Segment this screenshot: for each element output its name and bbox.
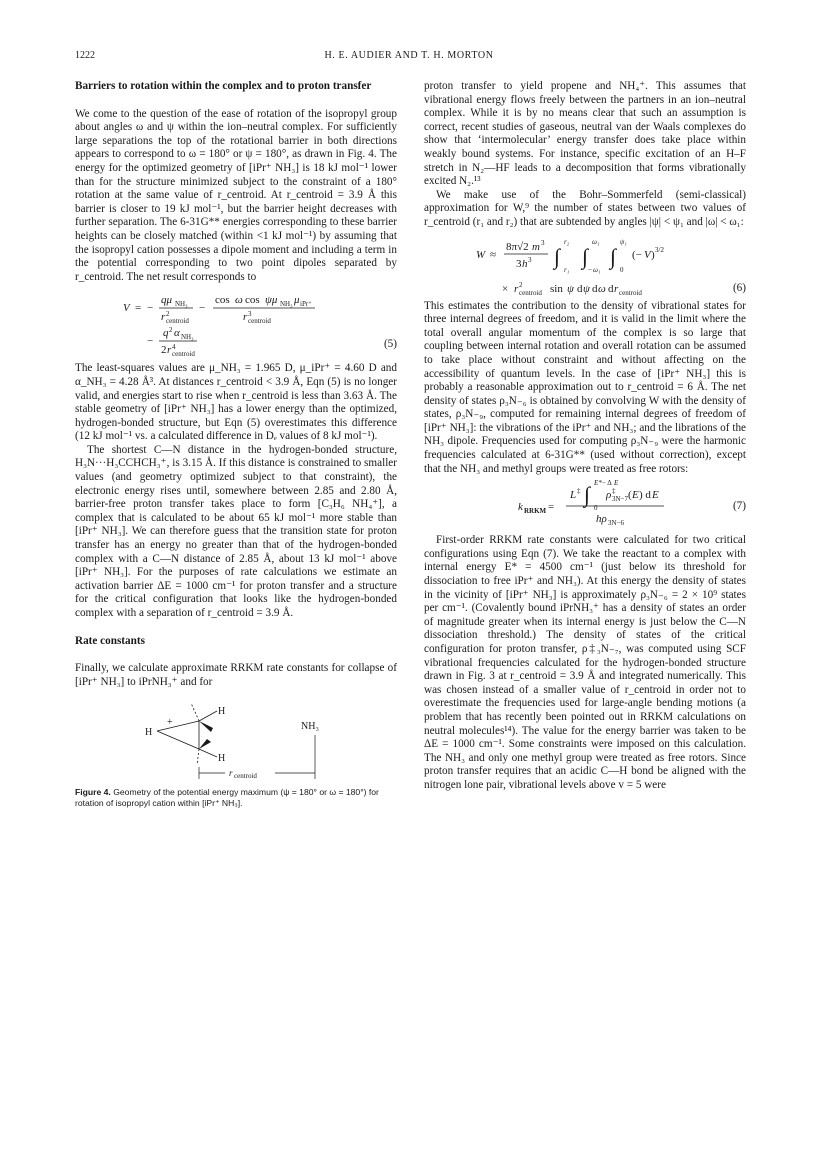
figure-4-rc-label: r: [229, 768, 233, 779]
svg-text:‡: ‡: [577, 487, 581, 496]
svg-text:3: 3: [516, 257, 522, 270]
svg-text:E: E: [632, 489, 639, 502]
svg-text:∫: ∫: [554, 243, 561, 269]
svg-text:q: q: [163, 327, 169, 340]
left-column: [75, 80, 397, 808]
svg-text:cos: cos: [245, 294, 260, 307]
svg-text:W: W: [476, 248, 486, 261]
figure-4-nh3: NH₃: [301, 721, 319, 733]
svg-text:μ: μ: [294, 294, 300, 307]
svg-text:centroid: centroid: [172, 350, 195, 359]
svg-text:≈: ≈: [490, 248, 497, 261]
svg-text:E*: E*: [594, 479, 602, 488]
running-header: [75, 50, 743, 64]
svg-text:r₁: r₁: [564, 265, 570, 274]
paragraph-energy-flow: proton transfer to yield propene and NH₄⁺. This assumes that vibrational energy flows freely between the partners in an ion–neutral complex. While it is by no means clear that such an assumption is correct, recent studies of gaseous, neutral van der Waals complexes do show that ‘intermolecular’ energy transfer does take place within weakly bound systems. For instance, specific excitation of an H–F stretch in N₂—HF leads to a decomposition that forms vibrationally excited N₂.¹³: [424, 80, 746, 188]
svg-text:3N−6: 3N−6: [608, 519, 625, 528]
svg-text:0: 0: [620, 265, 624, 274]
svg-text:ψ: ψ: [567, 282, 574, 295]
figure-4-h-top: H: [218, 706, 226, 718]
svg-text:ψ₁: ψ₁: [620, 237, 627, 246]
svg-text:V: V: [123, 302, 130, 315]
paragraph-cn-distance: The shortest C—N distance in the hydrogen-bonded structure, H₃N···H₃CCHCH₃⁺, is 3.15 Å. If this distance is constrained to smaller values (and geometry optimized subject to that constraint), the electronic energy rises until, somewhere between 2.85 and 2.80 Å, barrier-free proton transfer takes place to form [C₃H₆ NH₄⁺], a complex that is calculated to be about 65 kJ mol⁻¹ more stable than [iPr⁺ NH₃]. We can therefore guess that the transition state for proton transfer has an energy no greater than that of the hydrogen-bonded complex with a C—N distance of 2.85 Å, about 13 kJ mol⁻¹ above [iPr⁺ NH₃]. For the purposes of rate calculations we estimate an activation barrier ΔE = 1000 cm⁻¹ for proton transfer and a structure for the critical configuration that looks like the hydrogen-bonded complex with a separation of r_centroid = 3.9 Å.: [75, 443, 397, 619]
svg-text:∫: ∫: [610, 243, 617, 269]
figure-4-caption-label: Figure 4.: [75, 787, 111, 798]
svg-text:3: 3: [541, 238, 545, 247]
figure-4-rc-subscript: centroid: [234, 772, 257, 781]
svg-text:d: d: [608, 282, 614, 295]
svg-text:ψ: ψ: [583, 282, 590, 295]
svg-text:sin: sin: [550, 282, 563, 295]
paragraph-bohr-sommerfeld: We make use of the Bohr–Sommerfeld (semi-classical) approximation for W,⁹ the number of states between two values of r_centroid (r₁ and r₂) that are subtended by angles |ψ| < ψ₁ and |ω| < ω₁:: [424, 188, 746, 228]
svg-text:=: =: [548, 501, 555, 514]
svg-text:): ): [651, 248, 655, 261]
svg-text:hρ: hρ: [596, 513, 607, 526]
svg-text:∫: ∫: [584, 482, 591, 508]
svg-text:4: 4: [172, 343, 176, 352]
figure-4-h-bottom: H: [218, 753, 226, 765]
svg-text:NH₃: NH₃: [280, 300, 293, 309]
svg-text:d: d: [577, 282, 583, 295]
paragraph-first-order-rrkm: First-order RRKM rate constants were calculated for two critical configurations using Eqn (7). We take the reactant to a complex with internal energy E* = 4500 cm⁻¹ (just below its threshold for dissociation to free iPr⁺ and NH₃). At this energy the density of states in the vicinity of [iPr⁺ NH₃] is approximately ρ₃N₋₆ = 2 × 10⁹ states per cm⁻¹. (Covalently bound iPrNH₃⁺ has a density of states an order of magnitude greater when its internal energy is just below the C—N dissociation threshold.) The density of states of the critical configuration for proton transfer, ρ‡₃N₋₇, was computed using SCF vibrational frequencies calculated for the hydrogen-bonded structure drawn in Fig. 3 at r_centroid = 3.9 Å and integrated numerically. This was chosen instead of a smaller value of r_centroid in order not to overestimate the frequencies used for large-angle bending motions (a problem that has recently been pointed out in RRKM calculations on neutral molecules¹⁴). The value for the energy barrier was taken to be ΔE = 1000 cm⁻¹. Some constraints were imposed on this calculation. The NH₃ and only one methyl group were treated as free rotors. Since proton transfer requires that an acidic C—H bond be aligned with the nitrogen lone pair, vibrational levels above v = 5 were: [424, 534, 746, 791]
running-title: H. E. AUDIER AND T. H. MORTON: [324, 50, 494, 61]
equation-6-number: (6): [732, 281, 746, 294]
svg-text:α: α: [174, 327, 180, 340]
svg-text:ω₁: ω₁: [593, 265, 601, 274]
equation-7: [424, 476, 746, 534]
svg-text:3: 3: [248, 310, 252, 319]
svg-text:centroid: centroid: [166, 317, 189, 326]
svg-text:NH₃: NH₃: [175, 300, 188, 309]
svg-text:0: 0: [594, 504, 598, 513]
svg-text:ρ: ρ: [606, 489, 612, 502]
svg-text:L: L: [570, 489, 577, 502]
svg-text:r: r: [614, 282, 619, 295]
equation-6: [424, 230, 746, 300]
svg-text:iPr⁺: iPr⁺: [300, 300, 312, 309]
svg-text:−: −: [588, 265, 592, 274]
svg-text:qμ: qμ: [161, 294, 173, 307]
svg-text:m: m: [532, 240, 540, 253]
svg-text:−: −: [199, 302, 206, 315]
svg-text:(: (: [628, 489, 632, 502]
svg-text:centroid: centroid: [619, 288, 642, 297]
svg-text:‡: ‡: [612, 487, 616, 496]
figure-4: [75, 695, 397, 785]
svg-text:r: r: [243, 311, 248, 324]
svg-text:centroid: centroid: [519, 288, 542, 297]
svg-text:centroid: centroid: [248, 317, 271, 326]
svg-text:2: 2: [161, 344, 167, 357]
svg-text:V: V: [644, 248, 651, 261]
svg-text:2: 2: [169, 326, 173, 335]
equation-5: [75, 284, 397, 362]
paragraph-rrkm-intro: Finally, we calculate approximate RRKM rate constants for collapse of [iPr⁺ NH₃] to iPrNH₃⁺ and for: [75, 662, 397, 688]
figure-4-caption: [75, 787, 397, 808]
page-number: 1222: [75, 50, 95, 61]
svg-text:ω: ω: [235, 294, 243, 307]
figure-4-plus: +: [167, 717, 173, 729]
svg-text:cos: cos: [215, 294, 230, 307]
svg-text:k: k: [518, 501, 523, 514]
paragraph-least-squares: The least-squares values are μ_NH₃ = 1.965 D, μ_iPr⁺ = 4.60 D and α_NH₃ = 4.28 Å³. At distances r_centroid < 3.9 Å, Eqn (5) is no longer valid, and energies start to rise when r_centroid is less than 3.63 Å. The stable geometry of [iPr⁺ NH₃] has a lower energy than the optimized, hydrogen-bonded structure, but Eqn (5) overestimates this difference (12 kJ mol⁻¹ vs. a calculated difference in Dₑ values of 8 kJ mol⁻¹).: [75, 362, 397, 443]
svg-text:E: E: [614, 479, 619, 488]
svg-text:ω: ω: [598, 282, 606, 295]
svg-text:r: r: [167, 344, 172, 357]
svg-text:h: h: [522, 257, 528, 270]
svg-text:d: d: [592, 282, 598, 295]
svg-text:−: −: [147, 302, 154, 315]
svg-text:−: −: [147, 335, 154, 348]
svg-text:=: =: [135, 302, 142, 315]
svg-text:E: E: [652, 489, 659, 502]
svg-text:RRKM: RRKM: [524, 507, 547, 516]
svg-text:3/2: 3/2: [655, 245, 664, 254]
figure-4-h-left: H: [145, 727, 153, 739]
svg-text:3N−7: 3N−7: [612, 495, 629, 504]
svg-text:8π√2: 8π√2: [506, 240, 529, 253]
paragraph-density-of-states: This estimates the contribution to the density of vibrational states for three internal degrees of freedom, and it is valid in the limit where the total overall angular momentum of the complex is so large that coupling between internal rotation and overall rotation can be assumed to take place without constraint and without affecting on the accessibility of quantum levels. In the case of [iPr⁺ NH₃] this is probably a reasonable approximation out to r_centroid = 6 Å. The net density of states ρ₃N₋₆ is obtained by convolving W with the density of states, ρ₃N₋₉, computed for remaining internal degrees of freedom of [iPr⁺ NH₃]: the vibrations of the iPr⁺ and NH₃; and the librations of the NH₃ dipole. Frequencies used for computing ρ₃N₋₉ were the harmonic frequencies calculated at 6-31G** (used without correction), except that the NH₃ and methyl groups were treated as free rotors:: [424, 299, 746, 475]
svg-text:(−: (−: [632, 248, 642, 261]
right-column: [424, 80, 746, 793]
svg-text:r: r: [514, 282, 519, 295]
figure-4-caption-text: Geometry of the potential energy maximum (ψ = 180° or ω = 180°) for rotation of isopropyl cation within [iPr⁺ NH₃].: [75, 787, 379, 808]
svg-text:) d: ) d: [639, 489, 651, 502]
svg-text:2: 2: [519, 280, 523, 289]
section-heading-rate-constants: Rate constants: [75, 634, 145, 647]
svg-text:r: r: [161, 311, 166, 324]
svg-text:ω₁: ω₁: [592, 237, 600, 246]
svg-text:∫: ∫: [582, 243, 589, 269]
svg-text:2: 2: [166, 310, 170, 319]
svg-text:ψμ: ψμ: [265, 294, 278, 307]
equation-7-number: (7): [732, 500, 746, 513]
svg-text:r₂: r₂: [564, 237, 570, 246]
svg-text:NH₃: NH₃: [181, 333, 194, 342]
section-heading-barriers: Barriers to rotation within the complex and to proton transfer: [75, 80, 372, 92]
svg-text:3: 3: [528, 255, 532, 264]
paragraph-barriers-intro: We come to the question of the ease of rotation of the isopropyl group about angles ω and ψ within the ion–neutral complex. For sufficiently large separations the top of the rotational barrier in both directions appears to correspond to ω = 180° or ψ = 180°, as drawn in Fig. 4. The energy for the optimized geometry of [iPr⁺ NH₃] is 18 kJ mol⁻¹ lower than for the structure minimized subject to the constraint of a 180° rotation at the same value of r_centroid. At r_centroid = 3.9 Å this barrier is closer to 19 kJ mol⁻¹, but the barrier height decreases with further separation. The 6-31G** energies corresponding to these barrier heights can be closely matched (within <1 kJ mol⁻¹) by assuming that the isopropyl cation possesses a dipole moment and including a term in the potential corresponding to two point dipoles separated by r_centroid. The net result corresponds to: [75, 107, 397, 283]
equation-5-number: (5): [383, 338, 397, 351]
svg-text:− Δ: − Δ: [602, 479, 612, 488]
svg-text:×: ×: [502, 282, 509, 295]
